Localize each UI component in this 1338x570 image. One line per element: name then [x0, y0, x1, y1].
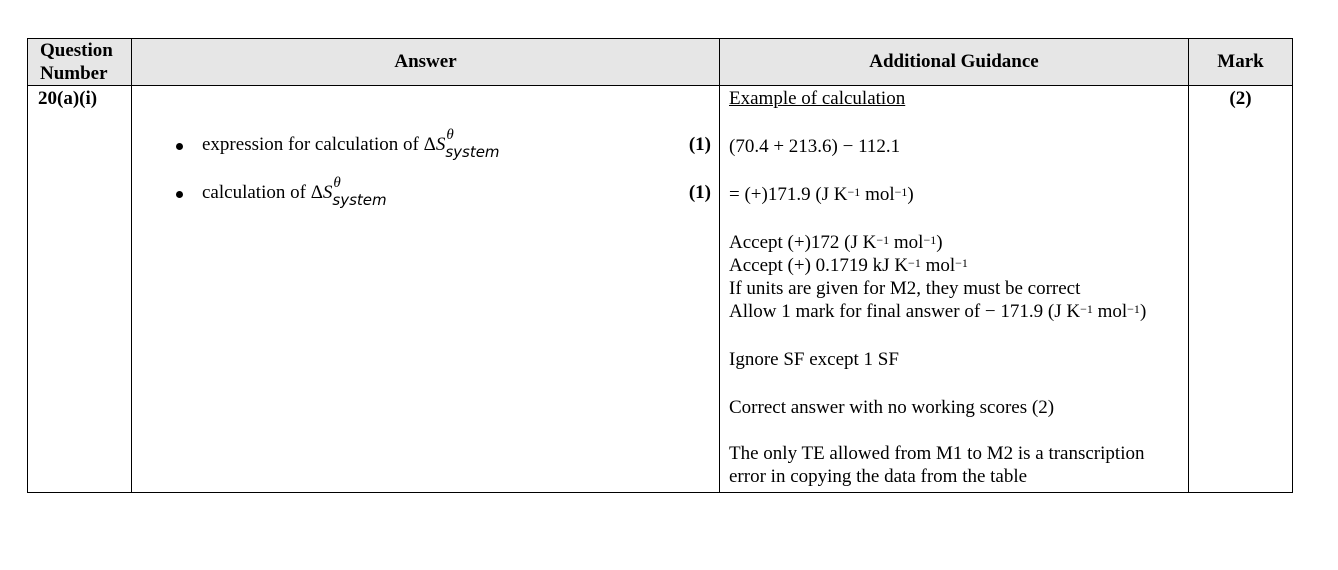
answer-point-2 — [132, 175, 719, 209]
mark-scheme-table — [27, 38, 1293, 493]
units-note: If units are given for M2, they must be correct — [729, 278, 1081, 299]
accept-line-2: Accept (+) 0.1719 kJ $K^{-1}$ mol$^{-1}$ — [729, 255, 968, 276]
te-line-1: The only TE allowed from M1 to M2 is a transcription — [729, 443, 1145, 464]
answer-cell — [132, 86, 720, 493]
standard-superscript: θ — [333, 175, 341, 191]
allow-line: Allow 1 mark for final answer of − 171.9 (J $K^{-1}$ mol$^{-1}$) — [729, 301, 1147, 322]
answer-point-1 — [132, 127, 719, 161]
system-subscript: system — [445, 143, 500, 161]
system-subscript: system — [332, 191, 387, 209]
correct-answer-line: Correct answer with no working scores (2) — [729, 397, 1055, 418]
delta-symbol: Δ — [423, 134, 436, 155]
bullet-icon — [176, 191, 183, 198]
expression-line: (70.4 + 213.6) − 112.1 — [729, 136, 901, 157]
answer-point-mark: (1) — [688, 182, 711, 203]
table-row — [28, 86, 1293, 493]
mark-cell: (2) — [1189, 86, 1293, 493]
accept-line-1: Accept (+)172 (J $K^{-1}$ mol$^{-1}$) — [729, 232, 943, 253]
header-mark: Mark — [1189, 39, 1293, 86]
delta-symbol: Δ — [310, 182, 323, 203]
result-line: = (+)171.9 (J $K^{-1}$ mol$^{-1}$) — [729, 184, 914, 205]
standard-superscript: θ — [446, 127, 454, 143]
header-row — [28, 39, 1293, 86]
bullet-icon — [176, 143, 183, 150]
answer-point-text: expression for calculation of — [202, 134, 424, 155]
header-question-number: Question Number — [28, 39, 132, 86]
answer-point-mark: (1) — [688, 134, 711, 155]
guidance-cell — [720, 86, 1189, 493]
answer-point-text: calculation of — [202, 182, 311, 203]
header-answer: Answer — [132, 39, 720, 86]
ignore-sf-line: Ignore SF except 1 SF — [729, 349, 899, 370]
entropy-symbol: S — [322, 182, 333, 203]
question-number-cell: 20(a)(i) — [28, 86, 132, 493]
entropy-symbol: S — [435, 134, 446, 155]
example-heading: Example of calculation — [729, 88, 906, 109]
te-line-2: error in copying the data from the table — [729, 466, 1028, 487]
header-guidance: Additional Guidance — [720, 39, 1189, 86]
